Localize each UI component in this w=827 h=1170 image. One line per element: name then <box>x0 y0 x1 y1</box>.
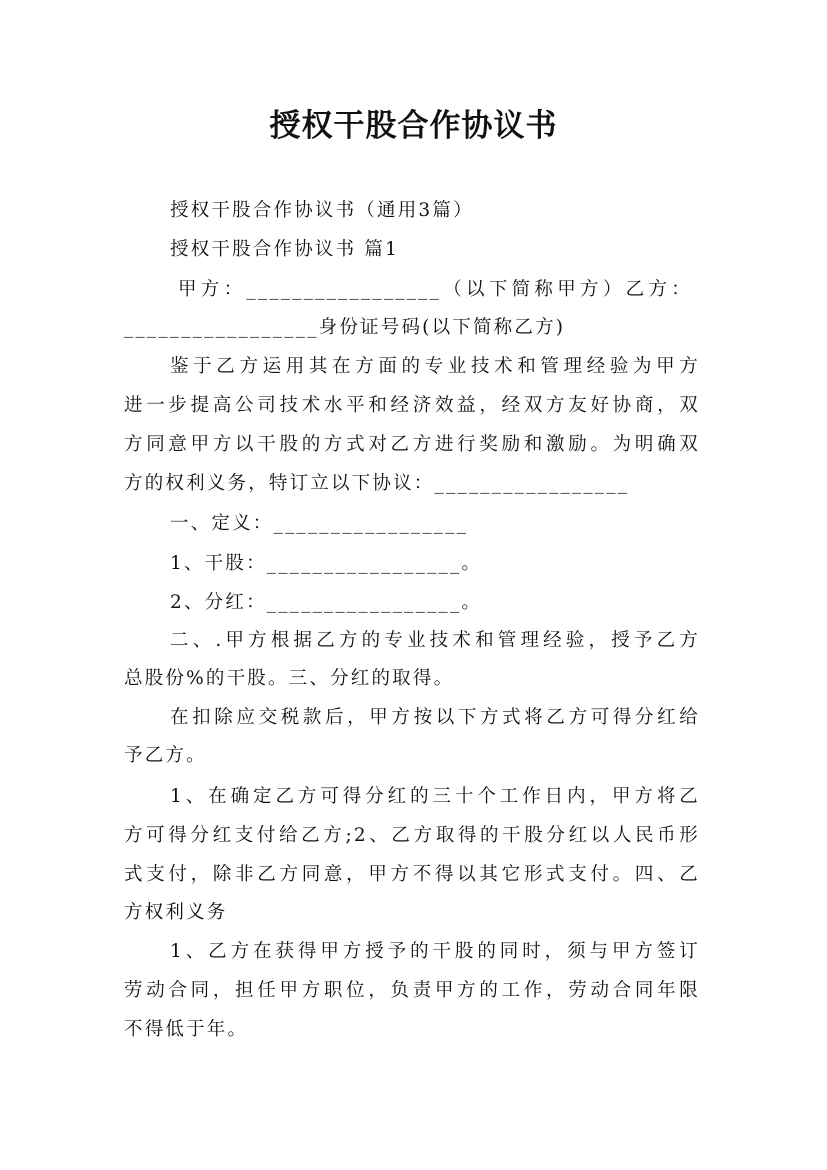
paragraph-line: 进一步提高公司技术水平和经济效益，经双方友好协商，双 <box>124 395 700 416</box>
paragraph-line: 式支付，除非乙方同意，甲方不得以其它形式支付。四、乙 <box>124 864 700 885</box>
paragraph-line: 予乙方。 <box>124 745 207 766</box>
party-line-cont: _________________身份证号码(以下简称乙方) <box>124 317 566 338</box>
document-title: 授权干股合作协议书 <box>269 108 558 144</box>
party-line: 甲方：_________________（以下简称甲方）乙方： <box>178 279 692 300</box>
paragraph-line: 方同意甲方以干股的方式对乙方进行奖励和激励。为明确双 <box>124 434 700 455</box>
paragraph-line: 方可得分红支付给乙方;2、乙方取得的干股分红以人民币形 <box>124 825 700 846</box>
paragraph-line: 方的权利义务，特订立以下协议：_________________ <box>124 473 630 494</box>
section-heading: 授权干股合作协议书 篇1 <box>170 239 400 260</box>
list-item: 1、干股：_________________。 <box>170 553 483 574</box>
paragraph-line: 劳动合同，担任甲方职位，负责甲方的工作，劳动合同年限 <box>124 980 700 1001</box>
paragraph-line: 二、.甲方根据乙方的专业技术和管理经验，授予乙方 <box>170 630 700 651</box>
paragraph-line: 不得低于年。 <box>124 1019 249 1040</box>
paragraph-line: 1、乙方在获得甲方授予的干股的同时，须与甲方签订 <box>170 941 700 962</box>
paragraph-line: 在扣除应交税款后，甲方按以下方式将乙方可得分红给 <box>170 707 700 728</box>
paragraph-line: 方权利义务 <box>124 902 228 923</box>
paragraph-line: 鉴于乙方运用其在方面的专业技术和管理经验为甲方 <box>170 356 700 377</box>
doc-subtitle: 授权干股合作协议书（通用3篇） <box>170 200 474 221</box>
paragraph-line: 总股份%的干股。三、分红的取得。 <box>124 668 455 689</box>
list-item: 2、分红：_________________。 <box>170 592 483 613</box>
paragraph-line: 1、在确定乙方可得分红的三十个工作日内，甲方将乙 <box>170 786 700 807</box>
list-item: 一、定义：_________________ <box>170 513 469 534</box>
